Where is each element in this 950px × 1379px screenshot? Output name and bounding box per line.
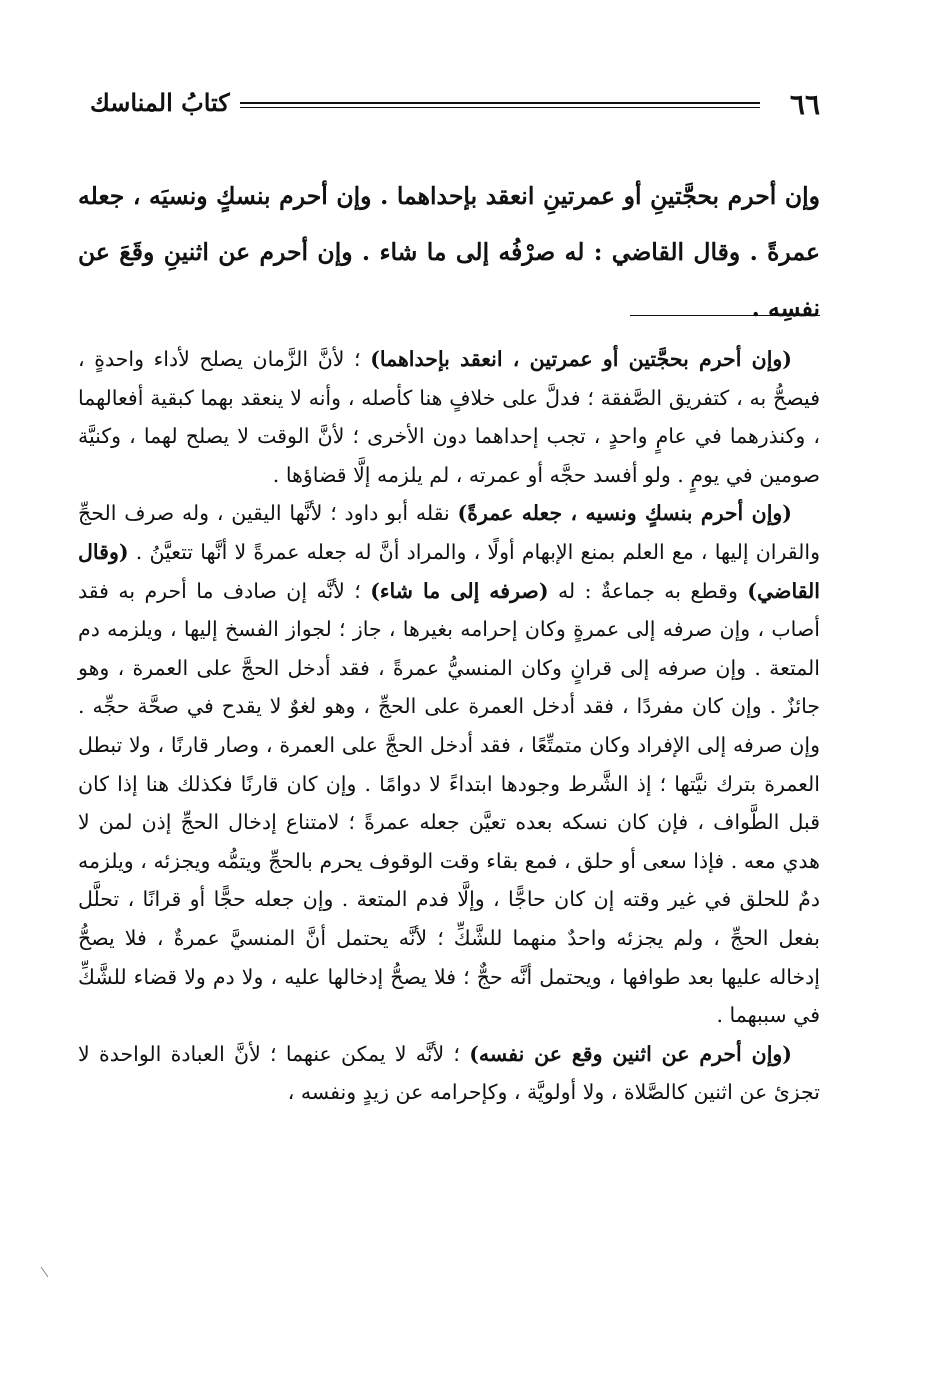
header-rule — [240, 102, 760, 104]
paragraph-text: وقطع به جماعةٌ : له — [548, 578, 748, 603]
header-rule-thin — [240, 107, 760, 108]
commentary-paragraph-2 — [78, 494, 820, 1034]
section-separator — [630, 315, 820, 316]
stray-mark-icon — [38, 1265, 56, 1283]
paragraph-text: ؛ لأنَّه إن صادف ما أحرم به فقد أصاب ، وإن صرفه إلى عمرةٍ وكان إحرامه بغيرها ، جاز ؛ لجواز الفسخ إليها ، ويلزمه دم المتعة . وإن صرفه إلى قرانٍ وكان المنسيُّ عمرةً ، فقد أدخل الحجَّ على العمرة ، وهو جائزٌ . وإن كان مفردًا ، فقد أدخل العمرة على الحجِّ ، وهو لغوٌ لا يقدح في صحَّة حجِّه . وإن صرفه إلى الإفراد وكان متمتِّعًا ، فقد أدخل الحجَّ على العمرة ، وصار قارنًا ، ولا تبطل العمرة بترك نيَّتها ؛ إذ الشَّرط وجودها ابتداءً لا دوامًا . وإن كان قارنًا فكذلك هنا إذا كان قبل الطَّواف ، فإن كان نسكه بعده تعيَّن جعله عمرةً ؛ لامتناع إدخال الحجِّ إذن لمن لا هدي معه . فإذا سعى أو حلق ، فمع بقاء وقت الوقوف يحرم بالحجِّ ويتمُّه ويجزئه ، ويلزمه دمٌ للحلق في غير وقته إن كان حاجًّا ، وإلَّا فدم المتعة . وإن جعله حجًّا أو قرانًا ، تحلَّل بفعل الحجِّ ، ولم يجزئه واحدٌ منهما للشَّكِّ ؛ لأنَّه يحتمل أنَّ المنسيَّ عمرةٌ ، فلا يصحُّ إدخاله عليها بعد طوافها ، ويحتمل أنَّه حجٌّ ؛ فلا يصحُّ إدخالها عليه ، ولا دم ولا قضاء للشَّكِّ في سببهما . — [78, 578, 820, 1028]
quoted-text: (وإن أحرم بنسكٍ ونسيه ، جعله عمرةً) — [457, 501, 792, 526]
page-header — [90, 80, 820, 120]
main-text: وإن أحرم بحجَّتينِ أو عمرتينِ انعقد بإحداهما . وإن أحرم بنسكٍ ونسيَه ، جعله عمرةً . وقال القاضي : له صرْفُه إلى ما شاء . وإن أحرم عن اثنينِ وقَعَ عن نفسِه . — [78, 182, 820, 322]
quoted-text: (صرفه إلى ما شاء) — [370, 578, 549, 603]
paragraph-text: ؛ لأنَّ الزَّمان يصلح لأداء واحدةٍ ، فيصحُّ به ، كتفريق الصَّفقة ؛ فدلَّ على خلافٍ هنا كأصله ، وأنه لا ينعقد بهما كبقية أفعالهما ، وكنذرهما في عامٍ واحدٍ ، تجب إحداهما دون الأخرى ؛ لأنَّ الوقت لا يصلح لهما ، وكنيَّة صومين في يومٍ . ولو أفسد حجَّه أو عمرته ، لم يلزمه إلَّا قضاؤها . — [78, 347, 820, 487]
paragraph-text: ؛ لأنَّه لا يمكن عنهما ؛ لأنَّ العبادة الواحدة لا تجزئ عن اثنين كالصَّلاة ، ولا أولويَّة ، وكإحرامه عن زيدٍ ونفسه ، — [78, 1041, 820, 1105]
commentary-paragraph-1 — [78, 340, 820, 494]
quoted-text: (وإن أحرم عن اثنين وقع عن نفسه) — [469, 1041, 792, 1066]
quoted-text: (وإن أحرم بحجَّتين أو عمرتين ، انعقد بإحداهما) — [370, 347, 792, 371]
commentary-paragraph-3 — [78, 1035, 820, 1112]
commentary — [78, 340, 820, 1112]
book-title: كتابُ المناسك — [90, 88, 230, 117]
paragraph-text: نقله أبو داود ؛ لأنَّها اليقين ، وله صرف الحجِّ والقران إليها ، مع العلم بمنع الإبهام أولًا ، والمراد أنَّ له جعله عمرةً لا أنَّها تتعيَّنُ . — [78, 501, 820, 564]
quoted-text: (وقال القاضي) — [78, 539, 821, 603]
page-number: ٦٦ — [789, 88, 820, 121]
